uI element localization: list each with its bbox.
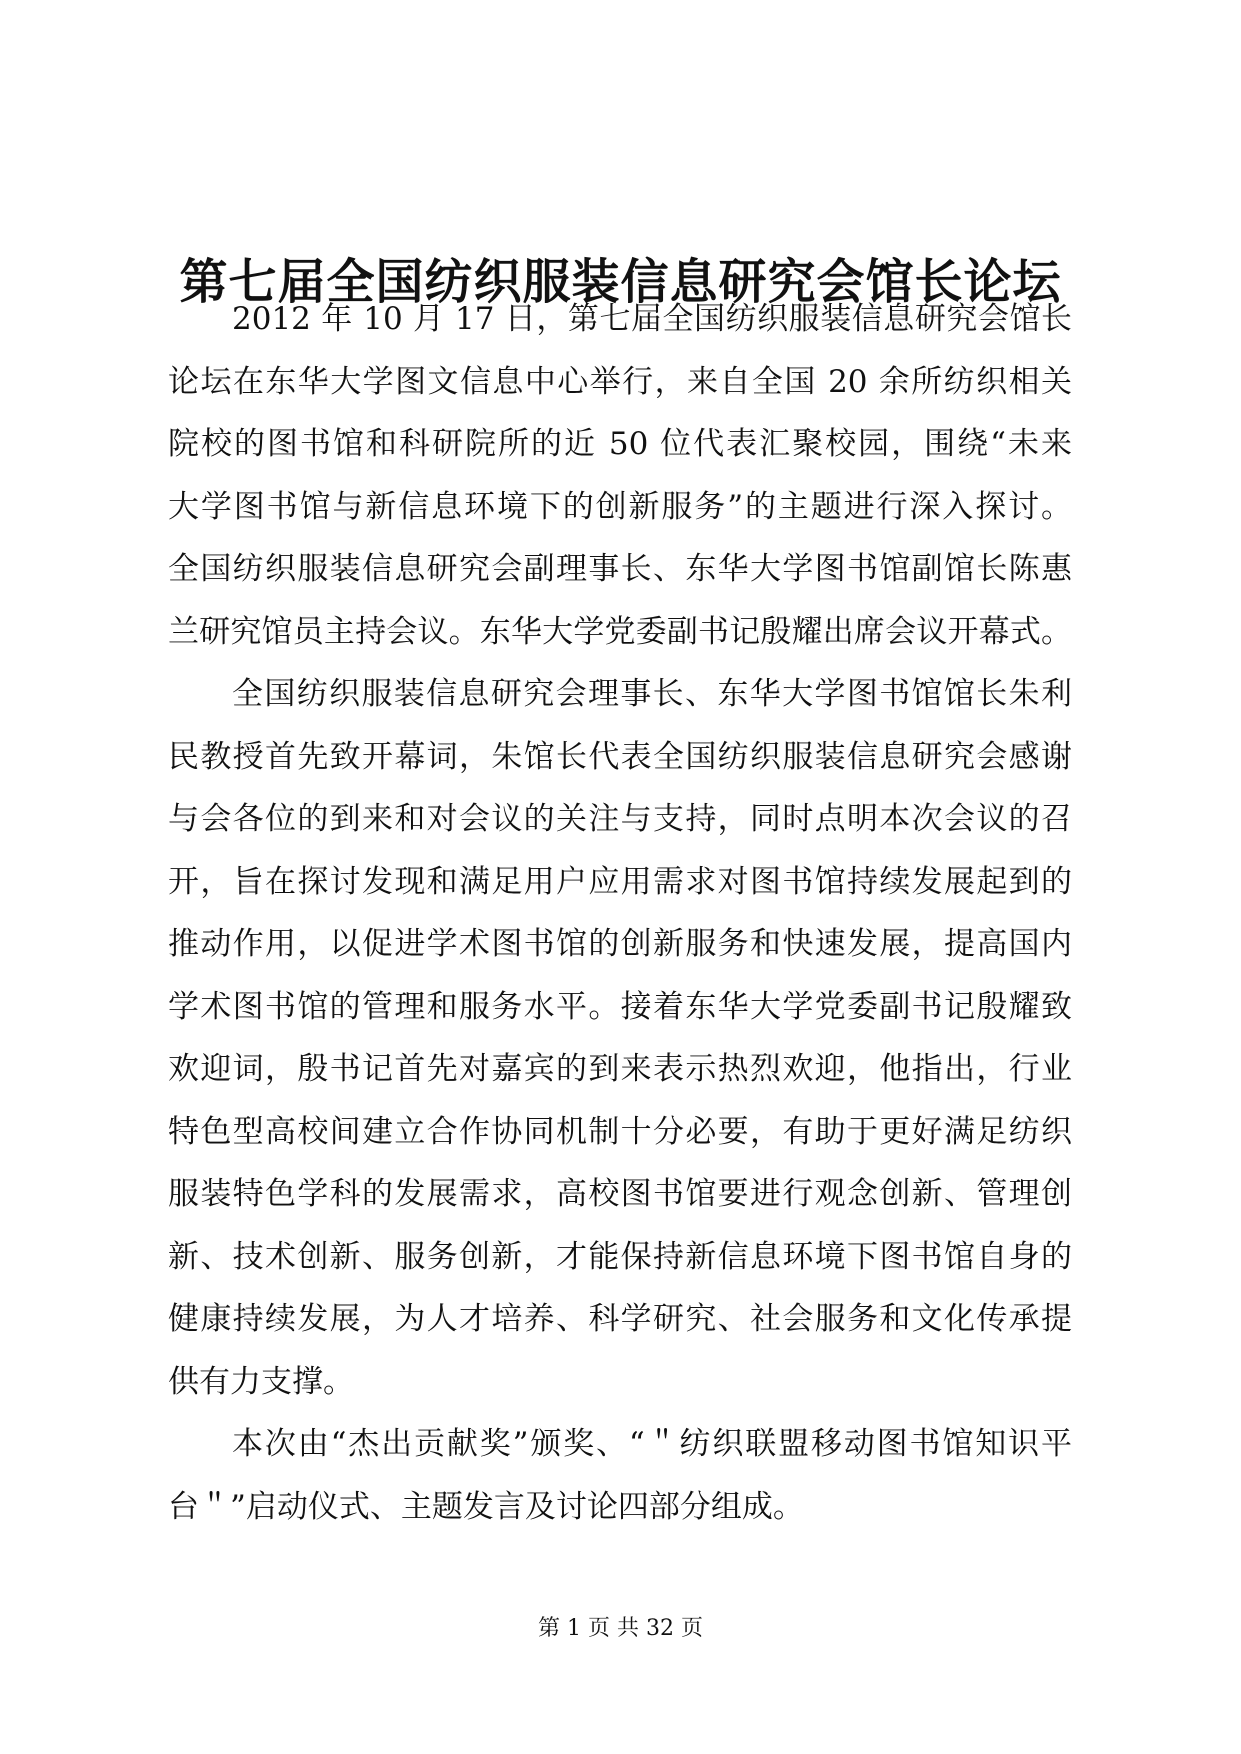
text-line: 新、技术创新、服务创新，才能保持新信息环境下图书馆自身的 bbox=[168, 1238, 1072, 1275]
text-line: 2012 年 10 月 17 日，第七届全国纺织服装信息研究会馆长 bbox=[232, 301, 1072, 337]
text-line: 开，旨在探讨发现和满足用户应用需求对图书馆持续发展起到的 bbox=[168, 863, 1072, 900]
text-line: 服装特色学科的发展需求，高校图书馆要进行观念创新、管理创 bbox=[168, 1176, 1072, 1212]
text-line: 台＂”启动仪式、主题发言及讨论四部分组成。 bbox=[168, 1488, 804, 1525]
text-line: 与会各位的到来和对会议的关注与支持，同时点明本次会议的召 bbox=[168, 801, 1072, 837]
text-line: 全国纺织服装信息研究会理事长、东华大学图书馆馆长朱利 bbox=[232, 676, 1072, 712]
document-body bbox=[168, 288, 1072, 1538]
paragraph bbox=[168, 1413, 1072, 1538]
text-line: 本次由“杰出贡献奖”颁奖、“＂纺织联盟移动图书馆知识平 bbox=[232, 1426, 1072, 1462]
text-line: 供有力支撑。 bbox=[168, 1363, 354, 1400]
text-line: 全国纺织服装信息研究会副理事长、东华大学图书馆副馆长陈惠 bbox=[168, 551, 1072, 587]
text-line: 健康持续发展，为人才培养、科学研究、社会服务和文化传承提 bbox=[168, 1301, 1072, 1337]
text-line: 兰研究馆员主持会议。东华大学党委副书记殷耀出席会议开幕式。 bbox=[168, 613, 1072, 650]
text-line: 院校的图书馆和科研院所的近 50 位代表汇聚校园，围绕“未来 bbox=[168, 426, 1072, 462]
text-line: 推动作用，以促进学术图书馆的创新服务和快速发展，提高国内 bbox=[168, 926, 1072, 962]
paragraph bbox=[168, 288, 1072, 663]
text-line: 民教授首先致开幕词，朱馆长代表全国纺织服装信息研究会感谢 bbox=[168, 738, 1072, 775]
paragraph bbox=[168, 663, 1072, 1413]
document-title: 第七届全国纺织服装信息研究会馆长论坛 bbox=[179, 254, 1062, 311]
text-line: 大学图书馆与新信息环境下的创新服务”的主题进行深入探讨。 bbox=[168, 488, 1072, 525]
text-line: 欢迎词，殷书记首先对嘉宾的到来表示热烈欢迎，他指出，行业 bbox=[168, 1051, 1072, 1087]
text-line: 特色型高校间建立合作协同机制十分必要，有助于更好满足纺织 bbox=[168, 1113, 1072, 1150]
text-line: 论坛在东华大学图文信息中心举行，来自全国 20 余所纺织相关 bbox=[168, 363, 1072, 400]
page-footer: 第 1 页 共 32 页 bbox=[538, 1616, 703, 1641]
text-line: 学术图书馆的管理和服务水平。接着东华大学党委副书记殷耀致 bbox=[168, 988, 1072, 1025]
